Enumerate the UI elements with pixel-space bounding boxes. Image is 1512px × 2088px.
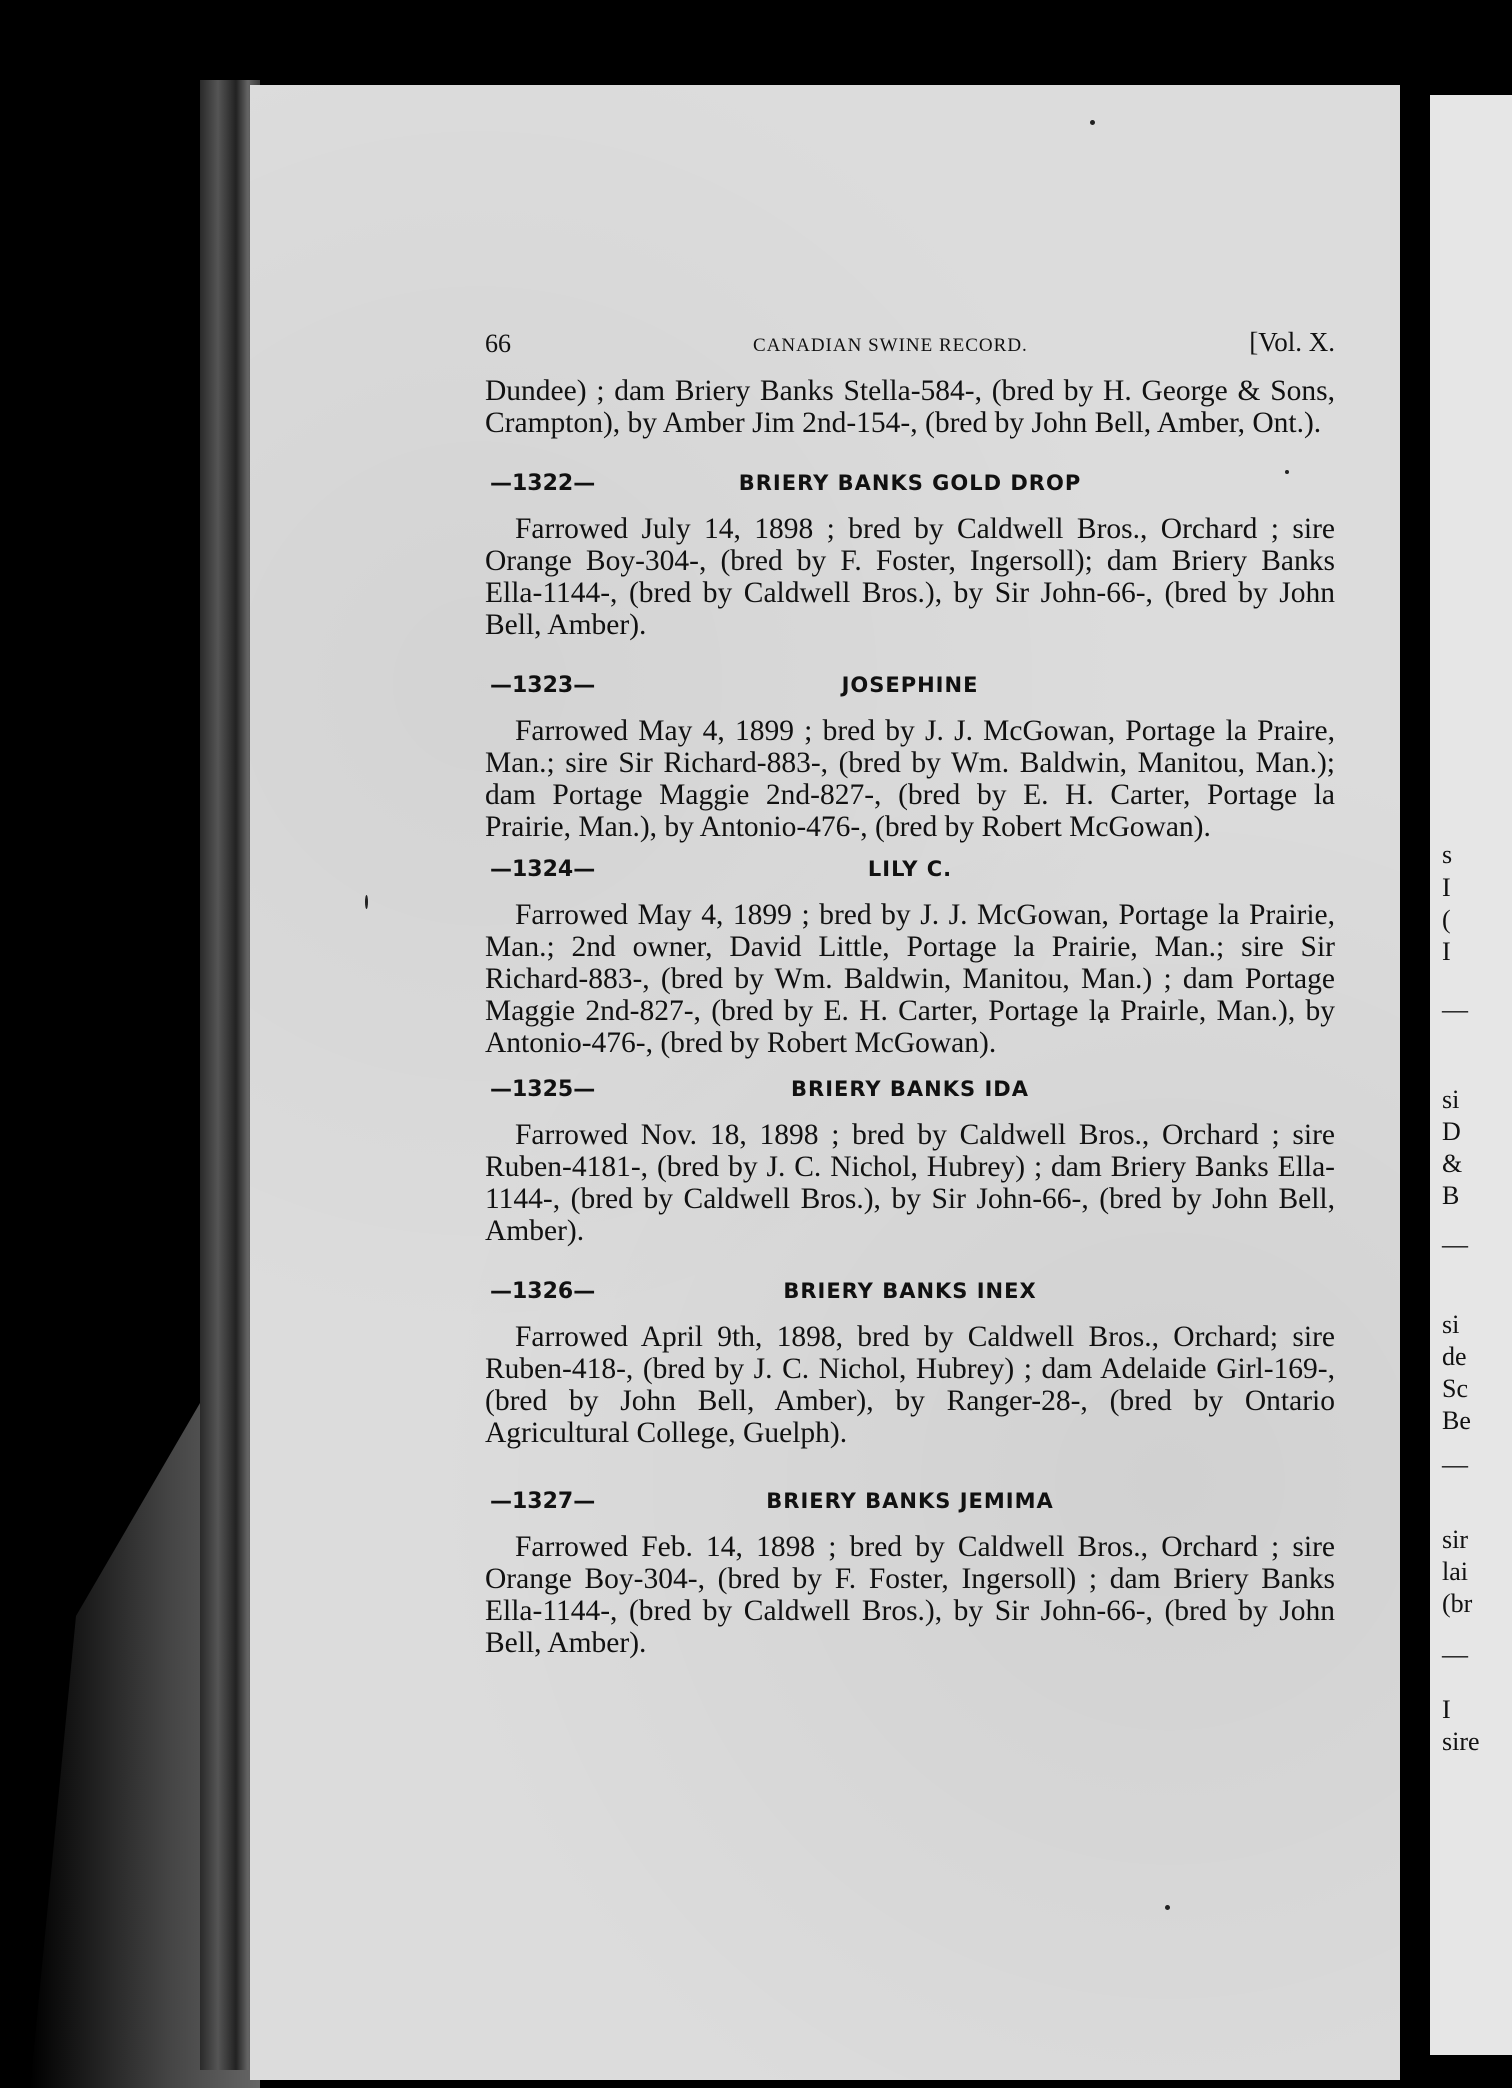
volume-label: [Vol. X.: [1249, 327, 1335, 357]
journal-title: CANADIAN SWINE RECORD.: [753, 335, 1028, 356]
adjacent-text-fragment: (: [1442, 905, 1451, 934]
entry-text: Farrowed July 14, 1898 ; bred by Caldwell Bros., Orchard ; sire Orange Boy-304-, (bred by F. Foster, Ingersoll); dam Briery Banks Ella-1144-, (bred by Caldwell Bros.), by Sir John-66-, (bred by John Bell, Amber).: [485, 513, 1335, 641]
adjacent-text-fragment: &: [1442, 1149, 1463, 1178]
entry-number: —1325—: [490, 1077, 596, 1102]
entry-name: BRIERY BANKS JEMIMA: [766, 1489, 1054, 1513]
adjacent-text-fragment: Be: [1442, 1406, 1471, 1435]
record-entry: [485, 1277, 1335, 1449]
adjacent-text-fragment: —: [1442, 995, 1468, 1024]
running-head: [485, 325, 1335, 365]
adjacent-text-fragment: (br: [1442, 1589, 1473, 1618]
entry-heading: [485, 671, 1335, 701]
adjacent-text-fragment: s: [1442, 840, 1453, 869]
entry-heading: [485, 469, 1335, 499]
entry-text: Farrowed Nov. 18, 1898 ; bred by Caldwell Bros., Orchard ; sire Ruben-4181-, (bred by J. C. Nichol, Hubrey) ; dam Briery Banks Ella-1144-, (bred by Caldwell Bros.), by Sir John-66-, (bred by John Bell, Amber).: [485, 1119, 1335, 1247]
scan-speck: [1165, 1905, 1170, 1910]
entry-text: Farrowed Feb. 14, 1898 ; bred by Caldwell Bros., Orchard ; sire Orange Boy-304-, (bred by F. Foster, Ingersoll) ; dam Briery Banks Ella-1144-, (bred by Caldwell Bros.), by Sir John-66-, (bred by John Bell, Amber).: [485, 1531, 1335, 1659]
scan-speck: [1090, 120, 1095, 125]
adjacent-text-fragment: —: [1442, 1230, 1468, 1259]
entry-heading: [485, 855, 1335, 885]
entry-name: JOSEPHINE: [841, 673, 979, 697]
entry-name: BRIERY BANKS IDA: [791, 1077, 1029, 1101]
entry-name: BRIERY BANKS GOLD DROP: [738, 471, 1082, 495]
adjacent-text-fragment: sir: [1442, 1525, 1468, 1554]
record-entry: [485, 855, 1335, 1059]
scan-speck: [365, 895, 368, 909]
entry-text: Farrowed May 4, 1899 ; bred by J. J. McGowan, Portage la Praire, Man.; sire Sir Richard-883-, (bred by Wm. Baldwin, Manitou, Man.); dam Portage Maggie 2nd-827-, (bred by E. H. Carter, Portage la Prairie, Man.), by Antonio-476-, (bred by Robert McGowan).: [485, 715, 1335, 843]
record-entry: [485, 1075, 1335, 1247]
adjacent-text-fragment: Sc: [1442, 1374, 1468, 1403]
adjacent-text-fragment: de: [1442, 1342, 1467, 1371]
adjacent-text-fragment: I: [1442, 937, 1451, 966]
adjacent-text-fragment: si: [1442, 1310, 1460, 1339]
continuation-paragraph: Dundee) ; dam Briery Banks Stella-584-, (bred by H. George & Sons, Crampton), by Amber Jim 2nd-154-, (bred by John Bell, Amber, Ont.).: [485, 375, 1335, 439]
entry-heading: [485, 1277, 1335, 1307]
record-entry: [485, 469, 1335, 641]
page-content: [485, 325, 1335, 1659]
adjacent-text-fragment: si: [1442, 1085, 1460, 1114]
entry-number: —1327—: [490, 1489, 596, 1514]
entry-number: —1323—: [490, 673, 596, 698]
entry-number: —1326—: [490, 1279, 596, 1304]
adjacent-text-fragment: I: [1442, 873, 1451, 902]
entry-name: LILY C.: [867, 857, 953, 881]
page-number: 66: [485, 329, 511, 358]
adjacent-text-fragment: D: [1442, 1117, 1461, 1146]
adjacent-page-fragment: [1430, 95, 1512, 2055]
adjacent-text-fragment: lai: [1442, 1557, 1468, 1586]
adjacent-text-fragment: —: [1442, 1450, 1468, 1479]
adjacent-text-fragment: —: [1442, 1640, 1468, 1669]
entry-text: Farrowed April 9th, 1898, bred by Caldwell Bros., Orchard; sire Ruben-418-, (bred by J. C. Nichol, Hubrey) ; dam Adelaide Girl-169-, (bred by John Bell, Amber), by Ranger-28-, (bred by Ontario Agricultural College, Guelph).: [485, 1321, 1335, 1449]
adjacent-text-fragment: I: [1442, 1695, 1451, 1724]
entry-name: BRIERY BANKS INEX: [783, 1279, 1037, 1303]
entry-heading: [485, 1075, 1335, 1105]
entry-number: —1322—: [490, 471, 596, 496]
entry-text: Farrowed May 4, 1899 ; bred by J. J. McGowan, Portage la Prairie, Man.; 2nd owner, David Little, Portage la Prairie, Man.; sire Sir Richard-883-, (bred by Wm. Baldwin, Manitou, Man.) ; dam Portage Maggie 2nd-827-, (bred by E. H. Carter, Portage la Prairle, Man.), by Antonio-476-, (bred by Robert McGowan).: [485, 899, 1335, 1059]
entry-heading: [485, 1487, 1335, 1517]
adjacent-text-fragment: B: [1442, 1181, 1460, 1210]
entry-number: —1324—: [490, 857, 596, 882]
page-gutter: [1400, 85, 1430, 2080]
record-entry: [485, 671, 1335, 843]
record-entry: [485, 1487, 1335, 1659]
adjacent-text-fragment: sire: [1442, 1727, 1480, 1756]
